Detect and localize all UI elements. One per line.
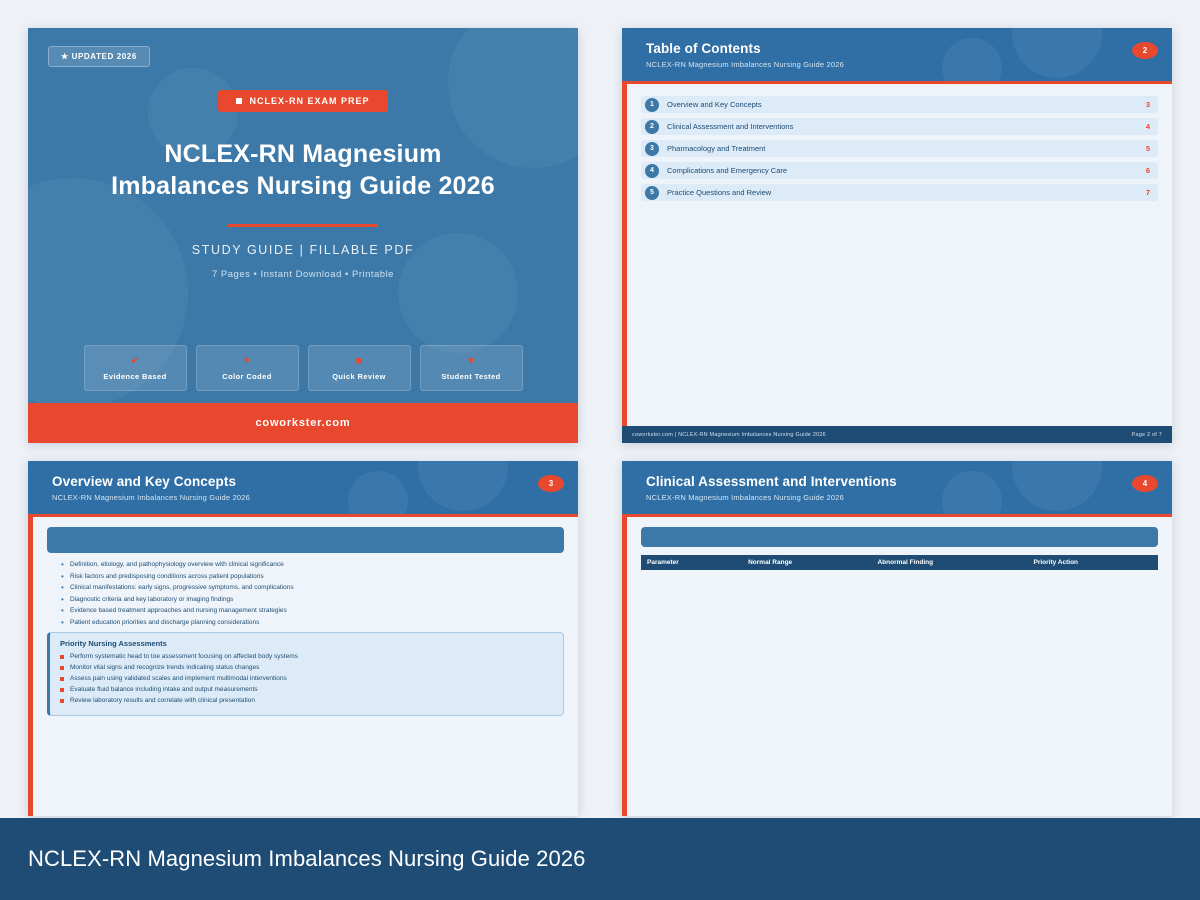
toc-entry-number: 3 — [645, 142, 659, 156]
toc-entry-number: 4 — [645, 164, 659, 178]
toc-entry-label: Overview and Key Concepts — [667, 100, 762, 109]
overview-page-preview[interactable] — [28, 461, 578, 816]
overview-content — [33, 517, 578, 816]
decorative-circle — [1012, 28, 1102, 78]
toc-entry-number: 5 — [645, 186, 659, 200]
page-subtitle: NCLEX-RN Magnesium Imbalances Nursing Guide 2026 — [646, 60, 845, 69]
check-icon: ✔ — [130, 354, 140, 367]
toc-entry-page: 7 — [1145, 188, 1150, 197]
toc-entry-number: 1 — [645, 98, 659, 112]
feature-badge-student-tested — [420, 345, 523, 391]
table-column-header: Normal Range — [742, 555, 871, 570]
list-item: • Evidence based treatment approaches and nursing management strategies — [61, 607, 564, 614]
heart-icon: ♥ — [467, 354, 475, 367]
list-item: Review laboratory results and correlate with clinical presentation — [60, 697, 555, 704]
key-concepts-list — [47, 559, 564, 626]
list-item: Assess pain using validated scales and implement multimodal interventions — [60, 675, 555, 682]
page-footer-right: Page 2 of 7 — [1131, 431, 1162, 438]
toc-entry-page: 4 — [1145, 122, 1150, 131]
decorative-circle — [418, 461, 508, 511]
cover-footer: coworkster.com — [28, 403, 578, 443]
toc-entry[interactable] — [641, 140, 1158, 157]
section-banner — [47, 527, 564, 553]
assessment-page-preview[interactable] — [622, 461, 1172, 816]
feature-label: Evidence Based — [103, 371, 167, 381]
page-subtitle: NCLEX-RN Magnesium Imbalances Nursing Guide 2026 — [52, 493, 251, 502]
page-subtitle: NCLEX-RN Magnesium Imbalances Nursing Guide 2026 — [646, 493, 845, 502]
page-footer — [622, 426, 1172, 443]
callout-title: Priority Nursing Assessments — [60, 638, 167, 648]
page-number-badge: 2 — [1132, 42, 1158, 59]
toc-entry-page: 5 — [1145, 144, 1150, 153]
decorative-circle — [1012, 461, 1102, 511]
page-body — [28, 517, 578, 816]
assessment-table — [641, 555, 1158, 570]
feature-label: Student Tested — [441, 371, 501, 381]
page-previews-grid — [28, 28, 1172, 818]
feature-badge-quick-review — [308, 345, 411, 391]
toc-entry[interactable] — [641, 96, 1158, 113]
toc-content — [627, 84, 1172, 426]
toc-entry-page: 3 — [1145, 100, 1150, 109]
list-item: Monitor vital signs and recognize trends indicating status changes — [60, 664, 555, 671]
table-column-header: Abnormal Finding — [871, 555, 1027, 570]
cover-page-preview[interactable] — [28, 28, 578, 443]
toc-page-preview[interactable] — [622, 28, 1172, 443]
cover-meta: 7 Pages • Instant Download • Printable — [212, 269, 394, 280]
list-item: • Clinical manifestations: early signs, progressive symptoms, and complications — [61, 584, 564, 591]
list-item: • Risk factors and predisposing conditions across patient populations — [61, 573, 564, 580]
toc-entry-number: 2 — [645, 120, 659, 134]
caption-text: NCLEX-RN Magnesium Imbalances Nursing Guide 2026 — [28, 846, 586, 871]
toc-list — [641, 94, 1158, 201]
cover-title: NCLEX-RN Magnesium Imbalances Nursing Guide 2026 — [111, 140, 495, 200]
updated-badge: ★ UPDATED 2026 — [48, 46, 150, 67]
feature-badge-color-coded — [196, 345, 299, 391]
square-icon: ■ — [355, 354, 363, 367]
page-title: Clinical Assessment and Interventions — [646, 474, 897, 489]
page-number-badge: 3 — [538, 475, 564, 492]
feature-label: Quick Review — [332, 371, 386, 381]
page-body — [622, 517, 1172, 816]
palette-icon: ✦ — [242, 354, 252, 367]
table-column-header: Parameter — [641, 555, 742, 570]
list-item: Perform systematic head to toe assessment focusing on affected body systems — [60, 653, 555, 660]
page-number-badge: 4 — [1132, 475, 1158, 492]
toc-entry[interactable] — [641, 184, 1158, 201]
page-footer-left: coworkster.com | NCLEX-RN Magnesium Imbalances Nursing Guide 2026 — [632, 431, 826, 438]
list-item: • Diagnostic criteria and key laboratory or imaging findings — [61, 596, 564, 603]
divider — [228, 224, 378, 227]
toc-entry-label: Practice Questions and Review — [667, 188, 772, 197]
page-header — [622, 461, 1172, 514]
toc-entry-label: Complications and Emergency Care — [667, 166, 788, 175]
toc-entry[interactable] — [641, 162, 1158, 179]
exam-prep-chip — [218, 90, 387, 112]
table-header-row — [641, 555, 1158, 570]
feature-badges — [28, 345, 578, 391]
toc-entry-label: Pharmacology and Treatment — [667, 144, 766, 153]
list-item: Evaluate fluid balance including intake and output measurements — [60, 686, 555, 693]
priority-assessments-callout — [47, 632, 564, 716]
list-item: • Patient education priorities and discharge planning considerations — [61, 619, 564, 626]
caption-bar — [0, 818, 1200, 900]
callout-list — [60, 653, 555, 704]
page-header — [622, 28, 1172, 81]
page-title: Overview and Key Concepts — [52, 474, 237, 489]
square-icon — [236, 98, 242, 104]
feature-badge-evidence-based — [84, 345, 187, 391]
section-banner — [641, 527, 1158, 547]
toc-entry-label: Clinical Assessment and Interventions — [667, 122, 794, 131]
page-header — [28, 461, 578, 514]
table-column-header: Priority Action — [1027, 555, 1158, 570]
page-title: Table of Contents — [646, 41, 761, 56]
list-item: • Definition, etiology, and pathophysiology overview with clinical significance — [61, 561, 564, 568]
assessment-content — [627, 517, 1172, 816]
toc-entry-page: 6 — [1145, 166, 1150, 175]
cover-subtitle: STUDY GUIDE | FILLABLE PDF — [191, 243, 415, 257]
exam-prep-chip-label: NCLEX-RN EXAM PREP — [249, 96, 370, 106]
toc-entry[interactable] — [641, 118, 1158, 135]
page-body — [622, 84, 1172, 426]
feature-label: Color Coded — [222, 371, 272, 381]
